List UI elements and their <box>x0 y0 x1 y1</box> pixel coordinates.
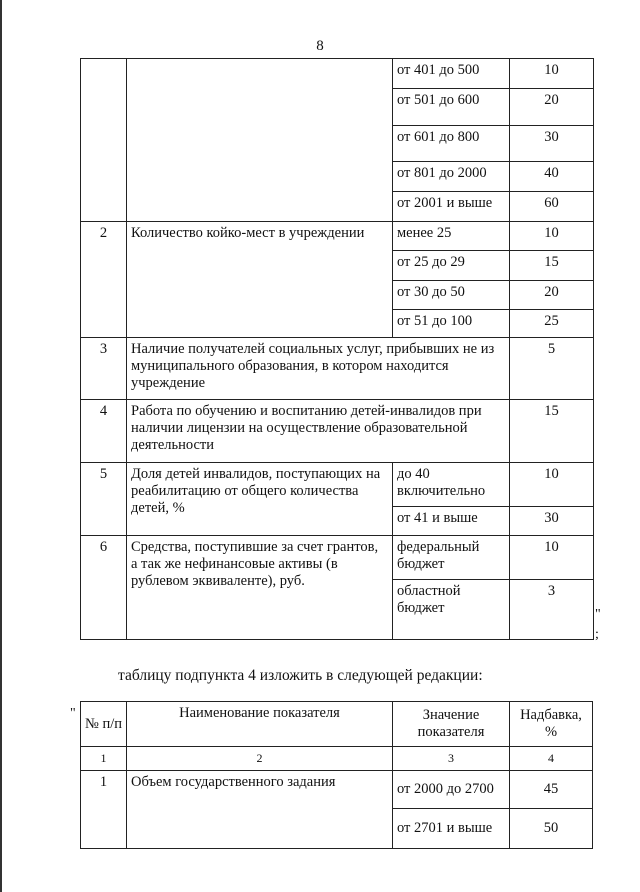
value-range: от 501 до 600 <box>393 89 510 126</box>
instruction-text: таблицу подпункта 4 изложить в следующей редакции: <box>118 667 483 684</box>
row-number: 4 <box>81 400 127 463</box>
bonus-value: 15 <box>510 251 594 281</box>
bonus-value: 10 <box>510 463 594 507</box>
value-range: областной бюджет <box>393 580 510 640</box>
bonus-value: 60 <box>510 192 594 222</box>
bonus-value: 25 <box>510 310 594 338</box>
bonus-value: 3 <box>510 580 594 640</box>
bonus-value: 10 <box>510 536 594 580</box>
bonus-value: 30 <box>510 126 594 162</box>
header-number: № п/п <box>81 702 127 747</box>
closing-semicolon: ; <box>595 627 599 642</box>
value-range: от 30 до 50 <box>393 281 510 310</box>
indicator-name: Объем государственного задания <box>127 771 393 849</box>
value-range: до 40 включительно <box>393 463 510 507</box>
indicator-name <box>127 59 393 222</box>
value-range: от 2001 и выше <box>393 192 510 222</box>
value-range: от 601 до 800 <box>393 126 510 162</box>
value-range: от 41 и выше <box>393 507 510 536</box>
bonus-value: 45 <box>510 771 593 809</box>
row-number: 6 <box>81 536 127 640</box>
header-indicator: Наименование показателя <box>127 702 393 747</box>
value-range: от 51 до 100 <box>393 310 510 338</box>
row-number: 3 <box>81 338 127 400</box>
col-number: 4 <box>510 747 593 771</box>
indicator-name: Средства, поступившие за счет грантов, а так же нефинансовые активы (в рублевом эквиваленте), руб. <box>127 536 393 640</box>
table-row <box>81 771 593 809</box>
row-number: 2 <box>81 222 127 338</box>
bonus-table-new <box>80 701 593 849</box>
table-row <box>81 222 594 251</box>
header-bonus: Надбавка, % <box>510 702 593 747</box>
bonus-value: 5 <box>510 338 594 400</box>
bonus-value: 10 <box>510 59 594 89</box>
bonus-table-continued <box>80 58 594 640</box>
indicator-name: Наличие получателей социальных услуг, прибывших не из муниципального образования, в котором находится учреждение <box>127 338 510 400</box>
table-row <box>81 536 594 580</box>
row-number <box>81 59 127 222</box>
table-row <box>81 59 594 89</box>
bonus-value: 10 <box>510 222 594 251</box>
opening-quote-mark: " <box>70 706 76 721</box>
row-number: 5 <box>81 463 127 536</box>
row-number: 1 <box>81 771 127 849</box>
table-row <box>81 400 594 463</box>
bonus-value: 40 <box>510 162 594 192</box>
value-range: менее 25 <box>393 222 510 251</box>
value-range: от 2000 до 2700 <box>393 771 510 809</box>
value-range: от 2701 и выше <box>393 809 510 849</box>
page-number: 8 <box>316 38 324 54</box>
table-row <box>81 338 594 400</box>
indicator-name: Работа по обучению и воспитанию детей-инвалидов при наличии лицензии на осуществление образовательной деятельности <box>127 400 510 463</box>
value-range: от 801 до 2000 <box>393 162 510 192</box>
header-value: Значение показателя <box>393 702 510 747</box>
col-number: 1 <box>81 747 127 771</box>
bonus-value: 50 <box>510 809 593 849</box>
value-range: федеральный бюджет <box>393 536 510 580</box>
indicator-name: Доля детей инвалидов, поступающих на реабилитацию от общего количества детей, % <box>127 463 393 536</box>
indicator-name: Количество койко-мест в учреждении <box>127 222 393 338</box>
value-range: от 401 до 500 <box>393 59 510 89</box>
bonus-value: 20 <box>510 89 594 126</box>
bonus-value: 15 <box>510 400 594 463</box>
col-number: 3 <box>393 747 510 771</box>
bonus-value: 30 <box>510 507 594 536</box>
table-header-row <box>81 702 593 747</box>
bonus-value: 20 <box>510 281 594 310</box>
table-row <box>81 463 594 507</box>
column-number-row <box>81 747 593 771</box>
value-range: от 25 до 29 <box>393 251 510 281</box>
closing-quote-mark: " <box>595 607 601 622</box>
page-left-edge <box>0 0 2 892</box>
col-number: 2 <box>127 747 393 771</box>
